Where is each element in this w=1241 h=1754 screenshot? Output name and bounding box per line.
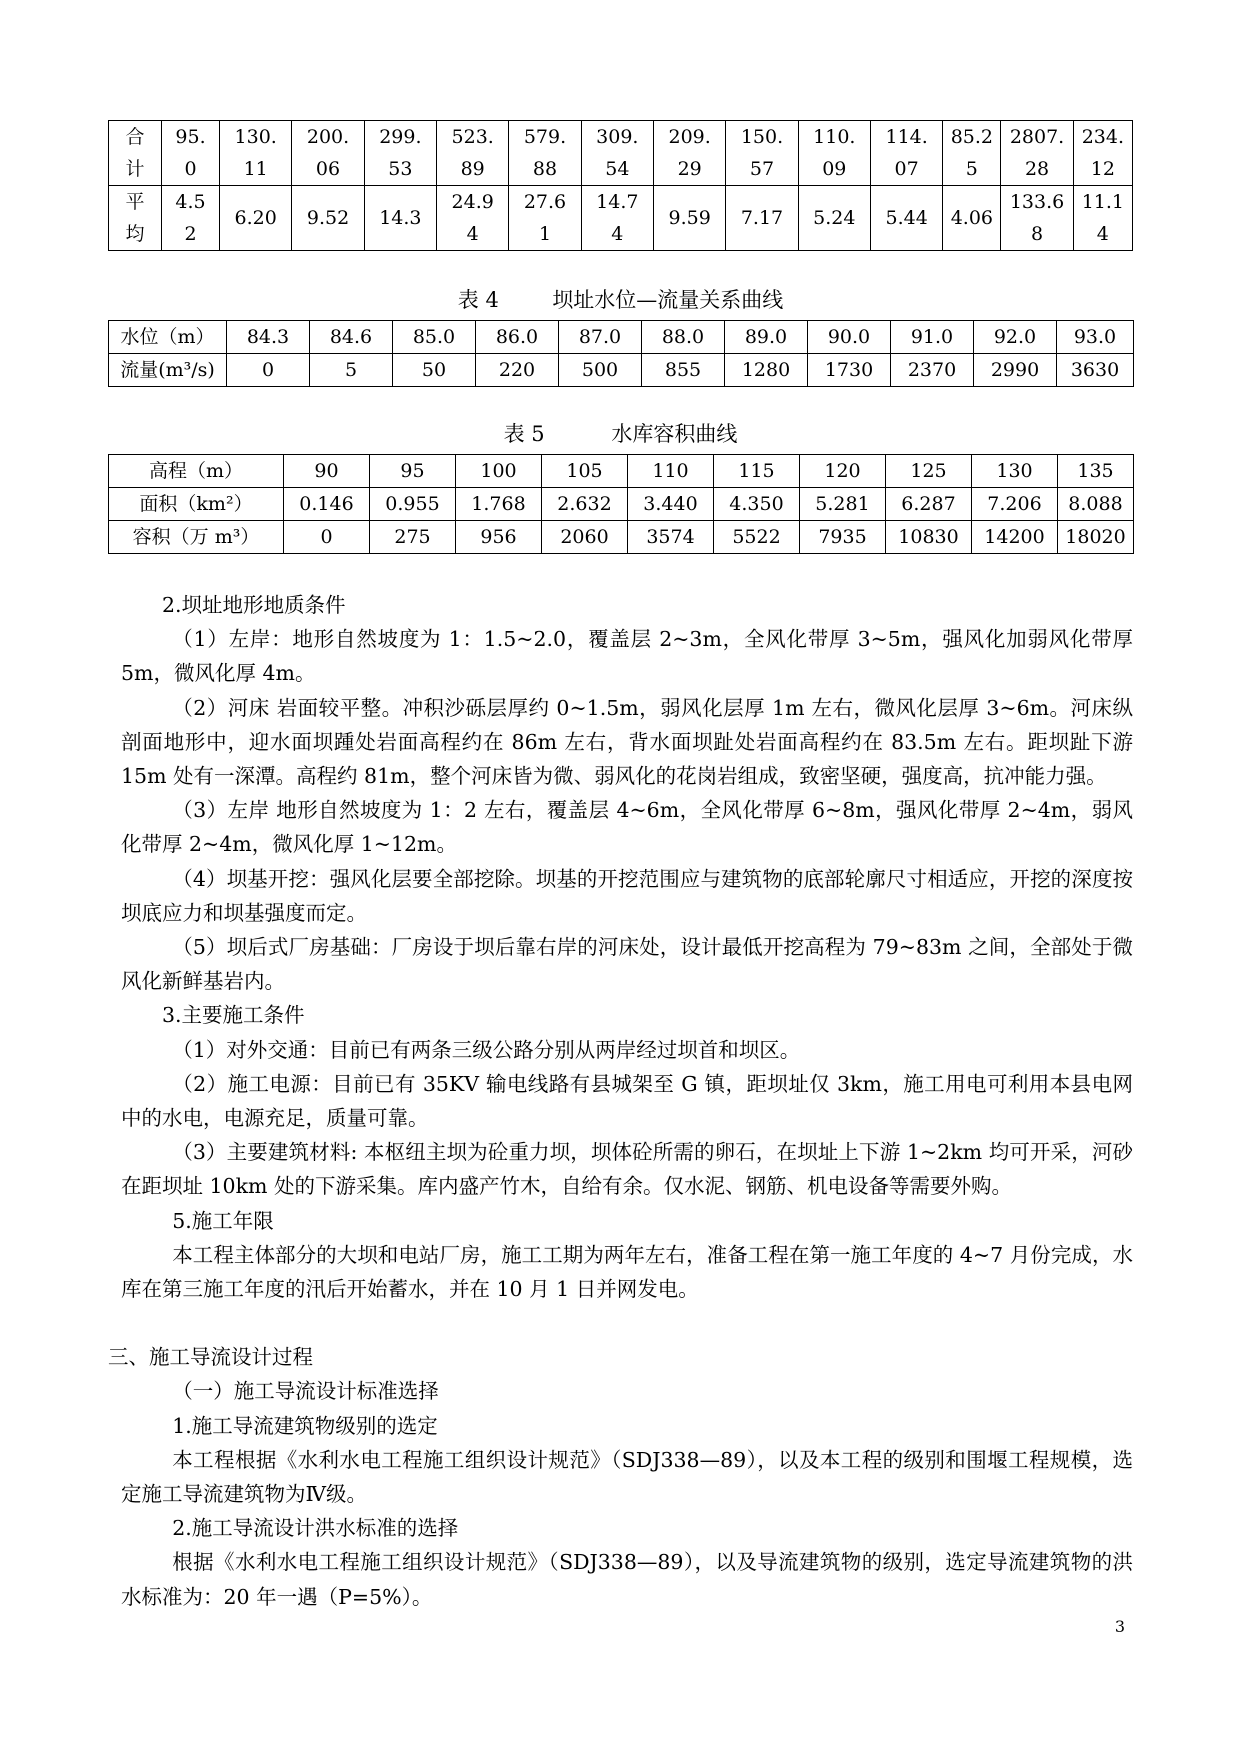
cell-line: 88: [532, 158, 558, 180]
table-cell: [220, 121, 292, 186]
row-label-bottom: 均: [125, 223, 145, 245]
table-cell: [1073, 186, 1132, 251]
cell-line: 7.17: [740, 207, 784, 229]
table-cell: 91.0: [891, 321, 974, 354]
table-cell: 89.0: [725, 321, 808, 354]
page-number: 3: [1114, 1617, 1125, 1636]
table-cell: 85.0: [393, 321, 476, 354]
cell-line: 14.7: [596, 191, 639, 213]
paragraph: （3）主要建筑材料: 本枢纽主坝为砼重力坝，坝体砼所需的卵石，在坝址上下游 1~2km 均可开采，河砂在距坝址 10km 处的下游采集。库内盛产竹木，自给有余。仅水泥、钢筋、机电设备等需要外购。: [121, 1140, 1133, 1199]
cell-line: 4.5: [175, 191, 206, 213]
row-label-top: 合: [125, 126, 145, 148]
cell-line: 8: [1030, 223, 1044, 245]
body-text: [108, 588, 1133, 1614]
table-cell: 275: [370, 521, 456, 554]
table4: [108, 320, 1134, 387]
table-cell: 50: [393, 354, 476, 387]
cell-line: 130.: [234, 126, 277, 148]
cell-line: 5.44: [885, 207, 928, 229]
row-label: 面积（km²）: [109, 488, 284, 521]
cell-line: 4.06: [950, 207, 993, 229]
paragraph: 三、施工导流设计过程: [108, 1345, 313, 1370]
table-cell: 100: [456, 455, 542, 488]
paragraph: （1）左岸：地形自然坡度为 1：1.5~2.0，覆盖层 2~3m，全风化带厚 3~5m，强风化加弱风化带厚 5m，微风化厚 4m。: [121, 627, 1133, 686]
table-row: [109, 455, 1134, 488]
table-cell: [161, 186, 219, 251]
table-cell: [726, 186, 798, 251]
table-cell: 1730: [808, 354, 891, 387]
cell-line: 9.59: [668, 207, 711, 229]
table-cell: [1073, 121, 1132, 186]
paragraph: 1.施工导流建筑物级别的选定: [172, 1413, 438, 1438]
cell-line: 6.20: [234, 207, 277, 229]
table-cell: 956: [456, 521, 542, 554]
table-cell: [364, 121, 436, 186]
table-row: [109, 321, 1134, 354]
table-cell: 2990: [974, 354, 1057, 387]
table-cell: 88.0: [642, 321, 725, 354]
table-cell: [870, 121, 942, 186]
cell-line: 5.24: [813, 207, 856, 229]
cell-line: 11: [243, 158, 268, 180]
row-label-bottom: 计: [125, 158, 145, 180]
table-cell: [220, 186, 292, 251]
table-cell: [509, 121, 581, 186]
paragraph: 根据《水利水电工程施工组织设计规范》（SDJ338—89），以及导流建筑物的级别，选定导流建筑物的洪水标准为：20 年一遇（P=5%）。: [121, 1550, 1133, 1609]
paragraph: [121, 1306, 1133, 1340]
cell-line: 95.: [175, 126, 206, 148]
table-cell: 18020: [1058, 521, 1134, 554]
cell-line: 133.6: [1009, 191, 1065, 213]
table-cell: 125: [886, 455, 972, 488]
cell-line: 53: [388, 158, 413, 180]
table-cell: [437, 186, 509, 251]
cell-line: 2: [184, 223, 197, 245]
table-cell: [798, 186, 870, 251]
table-cell: 105: [542, 455, 628, 488]
row-label: [109, 121, 162, 186]
paragraph: （3）左岸 地形自然坡度为 1：2 左右，覆盖层 4~6m，全风化带厚 6~8m，强风化带厚 2~4m，弱风化带厚 2~4m，微风化厚 1~12m。: [121, 798, 1133, 857]
table-cell: 500: [559, 354, 642, 387]
table-cell: 0.146: [284, 488, 370, 521]
table-cell: [581, 121, 653, 186]
table-cell: 220: [476, 354, 559, 387]
cell-line: 07: [894, 158, 919, 180]
table-cell: 855: [642, 354, 725, 387]
table-cell: [292, 121, 364, 186]
cell-line: 85.2: [950, 126, 993, 148]
table-cell: 3630: [1057, 354, 1134, 387]
cell-line: 209.: [668, 126, 711, 148]
cell-line: 234.: [1081, 126, 1124, 148]
table-cell: [654, 121, 726, 186]
table-row: [109, 121, 1133, 186]
table-cell: [943, 186, 1001, 251]
table-cell: 120: [800, 455, 886, 488]
table-row: [109, 354, 1134, 387]
table-cell: 0: [227, 354, 310, 387]
table-cell: 3.440: [628, 488, 714, 521]
paragraph: 5.施工年限: [172, 1208, 274, 1233]
row-label-top: 平: [125, 191, 145, 213]
table-cell: 84.3: [227, 321, 310, 354]
table-cell: [870, 186, 942, 251]
cell-line: 5: [965, 158, 978, 180]
table-cell: 0: [284, 521, 370, 554]
paragraph: （4）坝基开挖：强风化层要全部挖除。坝基的开挖范围应与建筑物的底部轮廓尺寸相适应，开挖的深度按坝底应力和坝基强度而定。: [121, 866, 1133, 925]
cell-line: 4: [466, 223, 479, 245]
table-cell: [1001, 186, 1073, 251]
table-cell: 115: [714, 455, 800, 488]
cell-line: 09: [822, 158, 847, 180]
table-cell: [726, 121, 798, 186]
cell-line: 27.6: [523, 191, 567, 213]
table-cell: 135: [1058, 455, 1134, 488]
table-cell: [943, 121, 1001, 186]
cell-line: 299.: [379, 126, 422, 148]
table-cell: [798, 121, 870, 186]
cell-line: 1: [538, 223, 552, 245]
cell-line: 579.: [523, 126, 567, 148]
cell-line: 0: [184, 158, 197, 180]
paragraph: 3.主要施工条件: [162, 1003, 305, 1028]
row-label: [109, 186, 162, 251]
cell-line: 57: [749, 158, 775, 180]
cell-line: 150.: [740, 126, 784, 148]
table-cell: 8.088: [1058, 488, 1134, 521]
table-cell: 86.0: [476, 321, 559, 354]
table-row: [109, 186, 1133, 251]
cell-line: 4: [611, 223, 624, 245]
table5-caption: 表 5 水库容积曲线: [503, 422, 738, 446]
table-cell: 5.281: [800, 488, 886, 521]
table-cell: 4.350: [714, 488, 800, 521]
cell-line: 2807.: [1009, 126, 1065, 148]
table-cell: 2370: [891, 354, 974, 387]
table5: [108, 454, 1134, 554]
paragraph: （1）对外交通：目前已有两条三级公路分别从两岸经过坝首和坝区。: [172, 1037, 801, 1062]
paragraph: 本工程主体部分的大坝和电站厂房，施工工期为两年左右，准备工程在第一施工年度的 4~7 月份完成，水库在第三施工年度的汛后开始蓄水，并在 10 月 1 日并网发电。: [121, 1242, 1133, 1302]
row-label: 容积（万 m³）: [109, 521, 284, 554]
cell-line: 24.9: [451, 191, 494, 213]
table-cell: 90: [284, 455, 370, 488]
table-cell: [161, 121, 219, 186]
table-cell: 95: [370, 455, 456, 488]
table-cell: 5522: [714, 521, 800, 554]
table-cell: [654, 186, 726, 251]
table-cell: 87.0: [559, 321, 642, 354]
cell-line: 523.: [451, 126, 494, 148]
table-row: [109, 488, 1134, 521]
table-cell: 110: [628, 455, 714, 488]
table4-caption: 表 4 坝址水位—流量关系曲线: [457, 288, 784, 312]
paragraph: （2）河床 岩面较平整。冲积沙砾层厚约 0~1.5m，弱风化层厚 1m 左右，微风化层厚 3~6m。河床纵剖面地形中，迎水面坝踵处岩面高程约在 86m 左右，背水面坝趾处岩面高程约在 83.5m 左右。距坝趾下游 15m 处有一深潭。高程约 81m，整个河床皆为微、弱风化的花岗岩组成，致密坚硬，强度高，抗冲能力强。: [121, 695, 1133, 789]
table-cell: 92.0: [974, 321, 1057, 354]
cell-line: 12: [1090, 158, 1115, 180]
table-cell: 6.287: [886, 488, 972, 521]
cell-line: 4: [1096, 223, 1109, 245]
cell-line: 54: [605, 158, 630, 180]
row-label: 流量(m³/s): [109, 354, 227, 387]
table-cell: 3574: [628, 521, 714, 554]
table-cell: 2.632: [542, 488, 628, 521]
paragraph: 2.施工导流设计洪水标准的选择: [172, 1516, 459, 1541]
cell-line: 29: [677, 158, 702, 180]
paragraph: （一）施工导流设计标准选择: [172, 1379, 439, 1404]
table-cell: [292, 186, 364, 251]
table-cell: [581, 186, 653, 251]
paragraph: 本工程根据《水利水电工程施工组织设计规范》（SDJ338—89），以及本工程的级别和围堰工程规模，选定施工导流建筑物为Ⅳ级。: [121, 1447, 1133, 1507]
cell-line: 11.1: [1081, 191, 1124, 213]
table3-tail: [108, 120, 1133, 251]
paragraph: （5）坝后式厂房基础：厂房设于坝后靠右岸的河床处，设计最低开挖高程为 79~83m 之间，全部处于微风化新鲜基岩内。: [121, 935, 1133, 994]
table-cell: 1280: [725, 354, 808, 387]
cell-line: 14.3: [379, 207, 422, 229]
row-label: 高程（m）: [109, 455, 284, 488]
row-label: 水位（m）: [109, 321, 227, 354]
cell-line: 89: [460, 158, 485, 180]
cell-line: 06: [315, 158, 341, 180]
table-cell: 93.0: [1057, 321, 1134, 354]
table-cell: 7935: [800, 521, 886, 554]
table-cell: 10830: [886, 521, 972, 554]
table-cell: 7.206: [972, 488, 1058, 521]
table-cell: [1001, 121, 1073, 186]
table-cell: [437, 121, 509, 186]
table-cell: [509, 186, 581, 251]
table-cell: 0.955: [370, 488, 456, 521]
cell-line: 110.: [813, 126, 856, 148]
cell-line: 200.: [306, 126, 350, 148]
cell-line: 114.: [885, 126, 928, 148]
table-row: [109, 521, 1134, 554]
cell-line: 28: [1024, 158, 1050, 180]
table-cell: [364, 186, 436, 251]
table-cell: 2060: [542, 521, 628, 554]
cell-line: 309.: [596, 126, 639, 148]
paragraph: 2.坝址地形地质条件: [162, 593, 346, 617]
table-cell: 90.0: [808, 321, 891, 354]
table-cell: 1.768: [456, 488, 542, 521]
cell-line: 9.52: [306, 207, 350, 229]
table-cell: 5: [310, 354, 393, 387]
table-cell: 14200: [972, 521, 1058, 554]
table-cell: 84.6: [310, 321, 393, 354]
paragraph: （2）施工电源：目前已有 35KV 输电线路有县城架至 G 镇，距坝址仅 3km，施工用电可利用本县电网中的水电，电源充足，质量可靠。: [121, 1071, 1133, 1131]
table-cell: 130: [972, 455, 1058, 488]
